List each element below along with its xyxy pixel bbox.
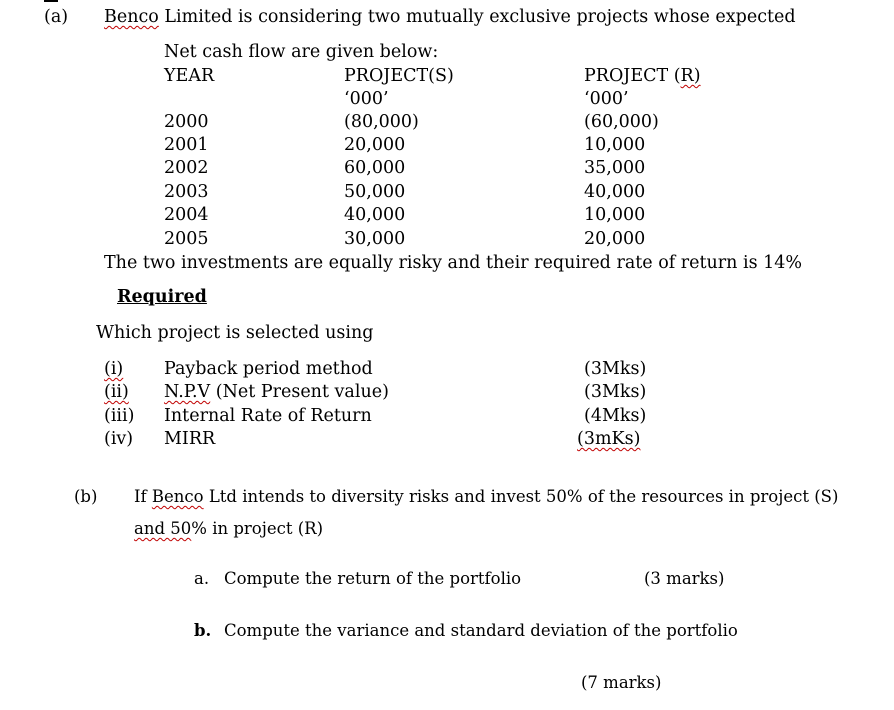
item-text: N.P.V (Net Present value) <box>164 382 389 402</box>
item-marks: (3Mks) <box>584 382 647 402</box>
units-s: ‘000’ <box>344 89 389 109</box>
sub-item-marks: (3 marks) <box>644 569 725 588</box>
company-name: Benco <box>151 487 204 506</box>
item-number: (iv) <box>104 429 134 449</box>
table-row-r: 10,000 <box>584 135 646 155</box>
table-row-year: 2003 <box>164 182 209 202</box>
part-a-label: (a) <box>44 7 69 27</box>
part-a-intro-line2: Net cash flow are given below: <box>164 42 439 62</box>
units-r: ‘000’ <box>584 89 629 109</box>
table-row-year: 2004 <box>164 205 209 225</box>
part-b-line1: If Benco Ltd intends to diversity risks and invest 50% of the resources in project (S) <box>134 487 839 506</box>
company-name: Benco <box>104 7 159 27</box>
question-text: Which project is selected using <box>96 323 374 343</box>
sub-item-marks: (7 marks) <box>581 673 662 692</box>
table-row-year: 2005 <box>164 229 209 249</box>
sub-item-number: b. <box>194 621 212 640</box>
required-heading: Required <box>117 287 207 307</box>
sub-item-number: a. <box>194 569 210 588</box>
table-row-r: 20,000 <box>584 229 646 249</box>
table-row-r: (60,000) <box>584 112 659 132</box>
risk-statement: The two investments are equally risky and their required rate of return is 14% <box>104 253 803 273</box>
part-b-line2: and 50% in project (R) <box>134 519 324 538</box>
table-row-s: 40,000 <box>344 205 406 225</box>
item-number: (iii) <box>104 406 135 426</box>
table-row-r: 10,000 <box>584 205 646 225</box>
table-row-r: 40,000 <box>584 182 646 202</box>
item-text: MIRR <box>164 429 216 449</box>
table-row-year: 2002 <box>164 158 209 178</box>
sub-item-text: Compute the return of the portfolio <box>224 569 522 588</box>
item-marks: (4Mks) <box>584 406 647 426</box>
item-text: Internal Rate of Return <box>164 406 372 426</box>
table-row-r: 35,000 <box>584 158 646 178</box>
item-text: Payback period method <box>164 359 373 379</box>
item-marks: (3mKs) <box>577 429 641 449</box>
table-row-s: 20,000 <box>344 135 406 155</box>
table-row-year: 2001 <box>164 135 209 155</box>
table-row-s: 60,000 <box>344 158 406 178</box>
item-number: (ii) <box>104 382 129 402</box>
col-header-project-r: PROJECT (R) <box>584 66 701 86</box>
item-number: (i) <box>104 359 124 379</box>
table-row-s: 30,000 <box>344 229 406 249</box>
table-row-s: (80,000) <box>344 112 419 132</box>
col-header-year: YEAR <box>164 66 215 86</box>
part-a-intro: Benco Limited is considering two mutually exclusive projects whose expected <box>104 7 796 27</box>
top-rule <box>44 0 58 2</box>
table-row-year: 2000 <box>164 112 209 132</box>
table-row-s: 50,000 <box>344 182 406 202</box>
sub-item-text: Compute the variance and standard deviation of the portfolio <box>224 621 738 640</box>
part-b-label: (b) <box>74 487 98 506</box>
col-header-project-s: PROJECT(S) <box>344 66 454 86</box>
item-marks: (3Mks) <box>584 359 647 379</box>
